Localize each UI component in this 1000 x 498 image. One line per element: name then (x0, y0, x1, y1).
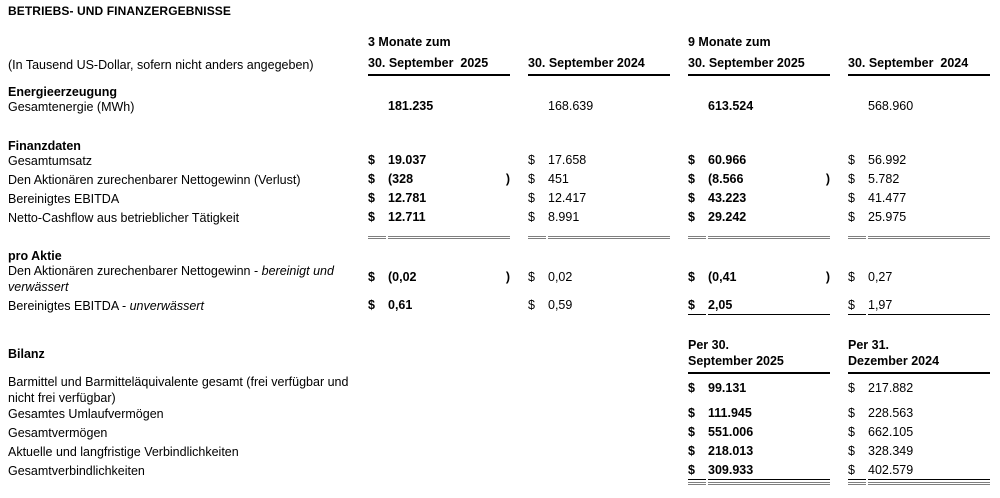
row-label-bereinigtes-ebitda: Bereinigtes EBITDA (8, 192, 120, 206)
page-title: BETRIEBS- UND FINANZERGEBNISSE (8, 4, 232, 18)
value-text: 8.991 (548, 210, 580, 224)
currency-symbol: $ (528, 270, 535, 284)
value-text: 12.711 (388, 210, 426, 224)
value-cell (528, 99, 670, 113)
value-cell (848, 463, 990, 480)
currency-symbol: $ (848, 425, 855, 439)
currency-symbol: $ (848, 191, 855, 205)
value-text: 613.524 (708, 99, 754, 113)
value-text: 17.658 (548, 153, 587, 167)
currency-symbol: $ (688, 463, 706, 480)
value-cell (368, 298, 510, 312)
currency-symbol: $ (368, 270, 375, 284)
row-label-gesamtverbindlichkeiten: Gesamtverbindlichkeiten (8, 464, 145, 478)
value-cell (688, 381, 830, 395)
value-cell (688, 210, 830, 224)
value-text: 181.235 (388, 99, 434, 113)
row-label-gesamtvermoegen: Gesamtvermögen (8, 426, 108, 440)
currency-symbol: $ (368, 153, 375, 167)
units-note: (In Tausend US-Dollar, sofern nicht anders angegeben) (8, 58, 314, 72)
close-paren-text: ) (505, 172, 510, 186)
value-cell (688, 298, 830, 315)
section-total-rule (368, 236, 510, 239)
currency-symbol: $ (688, 210, 695, 224)
currency-symbol: $ (848, 444, 855, 458)
col-header-3m-sep-2024 (528, 56, 670, 76)
currency-symbol: $ (688, 381, 695, 395)
value-cell (848, 210, 990, 224)
value-cell (688, 444, 830, 458)
value-text: 551.006 (708, 425, 754, 439)
value-cell (528, 172, 670, 186)
currency-symbol: $ (368, 210, 375, 224)
value-text: (8.566 (708, 172, 744, 186)
period-group-3-months: 3 Monate zum (368, 35, 451, 49)
section-total-rule (528, 236, 670, 239)
value-text: 568.960 (868, 99, 914, 113)
row-label-verbindlichkeiten: Aktuelle und langfristige Verbindlichkeiten (8, 445, 239, 459)
value-text: 60.966 (708, 153, 747, 167)
value-cell (848, 298, 990, 315)
currency-symbol: $ (528, 210, 535, 224)
value-text: 5.782 (868, 172, 900, 186)
row-label-ebitda-je-aktie (8, 298, 356, 314)
value-text: 451 (548, 172, 569, 186)
col-header-line2: Dezember 2024 (848, 354, 940, 368)
value-cell (368, 270, 510, 284)
section-heading-pro-aktie: pro Aktie (8, 249, 62, 263)
value-cell (688, 99, 830, 113)
currency-symbol: $ (848, 463, 866, 480)
currency-symbol: $ (848, 270, 855, 284)
currency-symbol: $ (528, 172, 535, 186)
row-label-barmittel: Barmittel und Barmitteläquivalente gesamt (frei verfügbar und nicht frei verfügbar) (8, 375, 349, 405)
value-cell (528, 153, 670, 167)
currency-symbol: $ (848, 210, 855, 224)
currency-symbol: $ (688, 153, 695, 167)
currency-symbol: $ (848, 406, 855, 420)
value-text: 0,59 (548, 298, 573, 312)
value-text: 12.781 (388, 191, 427, 205)
row-label-text: Bereinigtes EBITDA - (8, 299, 127, 313)
col-header-line2: September 2025 (688, 354, 784, 368)
value-cell (688, 463, 830, 480)
value-text: 0,02 (548, 270, 573, 284)
value-cell (528, 191, 670, 205)
value-text: 0,27 (868, 270, 893, 284)
value-cell (848, 381, 990, 395)
row-label-nettogewinn-verlust: Den Aktionären zurechenbarer Nettogewinn (Verlust) (8, 173, 301, 187)
close-paren-text: ) (825, 172, 830, 186)
value-cell (688, 153, 830, 167)
value-text: 99.131 (708, 381, 747, 395)
value-cell (848, 191, 990, 205)
value-text: 43.223 (708, 191, 747, 205)
value-cell (848, 172, 990, 186)
close-paren-text: ) (505, 270, 510, 284)
value-text: 218.013 (708, 444, 754, 458)
currency-symbol: $ (688, 425, 695, 439)
col-header-9m-sep-2025 (688, 56, 830, 76)
value-text: 12.417 (548, 191, 587, 205)
value-cell (368, 210, 510, 224)
currency-symbol: $ (688, 191, 695, 205)
section-total-rule (848, 482, 990, 485)
currency-symbol: $ (688, 406, 695, 420)
currency-symbol: $ (688, 444, 695, 458)
value-cell (848, 444, 990, 458)
value-text: 19.037 (388, 153, 427, 167)
value-text: 168.639 (548, 99, 594, 113)
value-cell (528, 298, 670, 312)
value-text: 111.945 (708, 406, 752, 420)
row-label-text: Den Aktionären zurechenbarer Nettogewinn - (8, 264, 259, 278)
currency-symbol: $ (688, 298, 706, 315)
col-header-text: 30. September 2024 (528, 56, 645, 70)
value-cell (528, 270, 670, 284)
row-label-italic-text: bereinigt und verwässert (8, 264, 334, 294)
currency-symbol: $ (848, 298, 866, 315)
value-cell (848, 99, 990, 113)
period-group-9-months: 9 Monate zum (688, 35, 771, 49)
section-heading-finanzdaten: Finanzdaten (8, 139, 81, 153)
value-text: 56.992 (868, 153, 907, 167)
value-cell (688, 425, 830, 439)
section-total-rule (688, 482, 830, 485)
value-text: 662.105 (868, 425, 914, 439)
value-cell (368, 172, 510, 186)
row-label-netto-cashflow: Netto-Cashflow aus betrieblicher Tätigkeit (8, 211, 240, 225)
col-header-line1: Per 30. (688, 338, 730, 352)
currency-symbol: $ (848, 381, 855, 395)
value-cell (848, 270, 990, 284)
value-text: 328.349 (868, 444, 914, 458)
currency-symbol: $ (688, 172, 695, 186)
col-header-text: 30. September 2025 (688, 56, 805, 70)
col-header-text: 30. September 2025 (368, 56, 489, 70)
value-text: 1,97 (868, 298, 893, 312)
value-cell (368, 191, 510, 205)
value-cell (368, 153, 510, 167)
currency-symbol: $ (528, 298, 535, 312)
section-total-rule (688, 236, 830, 239)
col-header-3m-sep-2025 (368, 56, 510, 76)
currency-symbol: $ (848, 172, 855, 186)
currency-symbol: $ (528, 191, 535, 205)
section-heading-bilanz: Bilanz (8, 347, 45, 361)
value-text: 0,61 (388, 298, 413, 312)
value-text: 309.933 (708, 463, 754, 477)
row-label-italic-text: unverwässert (129, 299, 204, 313)
currency-symbol: $ (368, 298, 375, 312)
row-label-gesamtenergie: Gesamtenergie (MWh) (8, 100, 135, 114)
value-text: (0,41 (708, 270, 737, 284)
value-cell (848, 153, 990, 167)
col-header-per-30-september-2025 (688, 337, 830, 374)
value-cell (368, 99, 510, 113)
col-header-9m-sep-2024 (848, 56, 990, 76)
row-label-gesamtumsatz: Gesamtumsatz (8, 154, 93, 168)
value-text: 402.579 (868, 463, 914, 477)
value-text: 217.882 (868, 381, 914, 395)
currency-symbol: $ (368, 191, 375, 205)
section-total-rule (848, 236, 990, 239)
value-cell (688, 270, 830, 284)
value-cell (688, 406, 830, 420)
value-text: (0,02 (388, 270, 417, 284)
value-text: 228.563 (868, 406, 914, 420)
currency-symbol: $ (528, 153, 535, 167)
section-heading-energieerzeugung: Energieerzeugung (8, 85, 118, 99)
value-text: 2,05 (708, 298, 733, 312)
value-cell (848, 406, 990, 420)
value-cell (688, 191, 830, 205)
value-text: (328 (388, 172, 414, 186)
col-header-line1: Per 31. (848, 338, 890, 352)
row-label-umlaufvermoegen: Gesamtes Umlaufvermögen (8, 407, 164, 421)
value-text: 41.477 (868, 191, 907, 205)
currency-symbol: $ (368, 172, 375, 186)
row-label-nettogewinn-je-aktie (8, 263, 356, 295)
col-header-text: 30. September 2024 (848, 56, 969, 70)
value-text: 29.242 (708, 210, 747, 224)
value-cell (688, 172, 830, 186)
close-paren-text: ) (825, 270, 830, 284)
currency-symbol: $ (848, 153, 855, 167)
value-cell (848, 425, 990, 439)
currency-symbol: $ (688, 270, 695, 284)
col-header-per-31-dezember-2024 (848, 337, 990, 374)
value-text: 25.975 (868, 210, 907, 224)
value-cell (528, 210, 670, 224)
